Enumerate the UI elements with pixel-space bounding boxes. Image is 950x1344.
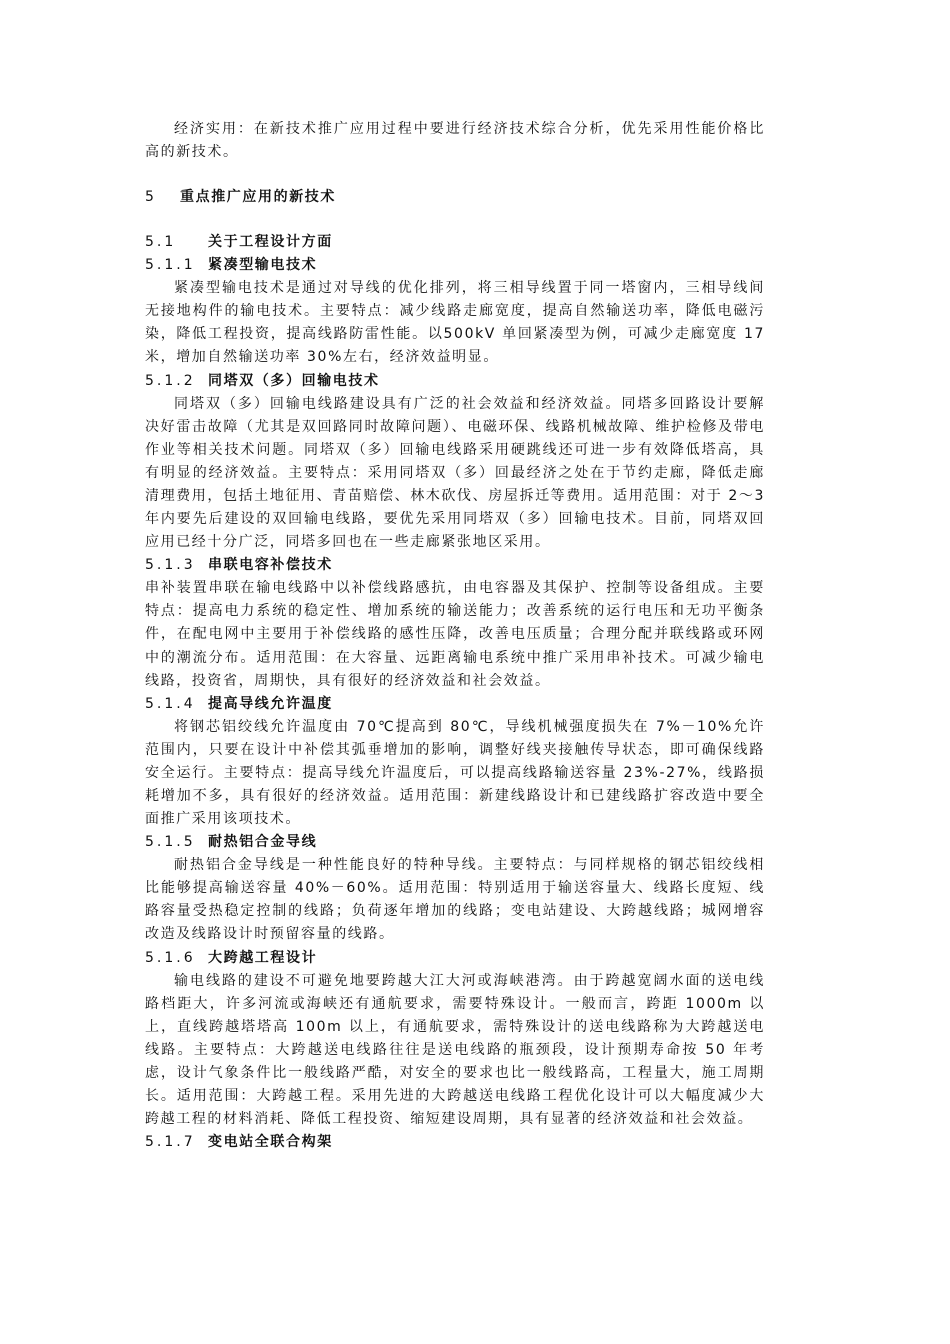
subsection-heading (145, 554, 765, 577)
subsection (145, 254, 765, 369)
subsection (145, 947, 765, 1132)
subsection (145, 554, 765, 692)
subsection-title: 串联电容补偿技术 (208, 557, 333, 574)
subsection-body: 将钢芯铝绞线允许温度由 70℃提高到 80℃，导线机械强度损失在 7%－10%允许范围内，只要在设计中补偿其弧垂增加的影响，调整好线夹接触传导状态，即可确保线路安全运行。主要特点：提高导线允许温度后，可以提高线路输送容量 23%-27%，线路损耗增加不多，具有很好的经济效益。适用范围：新建线路设计和已建线路扩容改造中要全面推广采用该项技术。 (145, 718, 765, 828)
spacer (145, 209, 765, 231)
document-page (145, 118, 765, 1154)
subsection-body: 串补装置串联在输电线路中以补偿线路感抗，由电容器及其保护、控制等设备组成。主要特点：提高电力系统的稳定性、增加系统的输送能力；改善系统的运行电压和无功平衡条件，在配电网中主要用于补偿线路的感性压降，改善电压质量；合理分配并联线路或环网中的潮流分布。适用范围：在大容量、远距离输电系统中推广采用串补技术。可减少输电线路，投资省，周期快，具有很好的经济效益和社会效益。 (145, 580, 765, 689)
subsection-number: 5.1.1 (145, 257, 196, 274)
subsection-heading (145, 831, 765, 854)
subsection (145, 693, 765, 831)
subsection-number: 5.1.2 (145, 372, 196, 389)
subsection-heading (145, 1131, 765, 1154)
subsection-list (145, 254, 765, 1154)
section-title: 重点推广应用的新技术 (180, 189, 336, 206)
section-number: 5.1 (145, 234, 177, 251)
subsection-title: 大跨越工程设计 (208, 949, 318, 966)
subsection-heading (145, 947, 765, 970)
subsection-title: 耐热铝合金导线 (208, 834, 318, 851)
subsection-title: 紧凑型输电技术 (208, 257, 318, 274)
subsection-body: 紧凑型输电技术是通过对导线的优化排列，将三相导线置于同一塔窗内，三相导线间无接地构件的输电技术。主要特点：减少线路走廊宽度，提高自然输送功率，降低电磁污染，降低工程投资，提高线路防雷性能。以500kV 单回紧凑型为例，可减少走廊宽度 17 米，增加自然输送功率 30%左右，经济效益明显。 (145, 280, 765, 366)
subsection-body: 耐热铝合金导线是一种性能良好的特种导线。主要特点：与同样规格的钢芯铝绞线相比能够提高输送容量 40%－60%。适用范围：特别适用于输送容量大、线路长度短、线路容量受热稳定控制的线路；负荷逐年增加的线路；变电站建设、大跨越线路；城网增容改造及线路设计时预留容量的线路。 (145, 857, 765, 943)
subsection-heading (145, 693, 765, 716)
subsection-number: 5.1.6 (145, 949, 196, 966)
subsection-heading (145, 370, 765, 393)
subsection (145, 831, 765, 946)
subsection-number: 5.1.4 (145, 695, 196, 712)
subsection-title: 同塔双（多）回输电技术 (208, 372, 380, 389)
subsection-title: 提高导线允许温度 (208, 695, 333, 712)
intro-paragraph: 经济实用：在新技术推广应用过程中要进行经济技术综合分析，优先采用性能价格比高的新技术。 (145, 121, 765, 161)
subsection-heading (145, 254, 765, 277)
subsection-body: 输电线路的建设不可避免地要跨越大江大河或海峡港湾。由于跨越宽阔水面的送电线路档距大，许多河流或海峡还有通航要求，需要特殊设计。一般而言，跨距 1000m 以上，直线跨越塔塔高 100m 以上，有通航要求，需特殊设计的送电线路称为大跨越送电线路。主要特点：大跨越送电线路往往是送电线路的瓶颈段，设计预期寿命按 50 年考虑，设计气象条件比一般线路严酷，对安全的要求也比一般线路高，工程量大，施工周期长。适用范围：大跨越工程。采用先进的大跨越送电线路工程优化设计可以大幅度减少大跨越工程的材料消耗、降低工程投资、缩短建设周期，具有显著的经济效益和社会效益。 (145, 972, 765, 1128)
subsection-number: 5.1.3 (145, 557, 196, 574)
section-title: 关于工程设计方面 (208, 234, 333, 251)
section-number: 5 (145, 189, 156, 206)
subsection-number: 5.1.5 (145, 834, 196, 851)
subsection (145, 1131, 765, 1154)
section-5-1-heading (145, 231, 765, 254)
subsection-number: 5.1.7 (145, 1134, 196, 1151)
spacer (145, 164, 765, 186)
subsection-title: 变电站全联合构架 (208, 1134, 333, 1151)
subsection-body: 同塔双（多）回输电线路建设具有广泛的社会效益和经济效益。同塔多回路设计要解决好雷击故障（尤其是双回路同时故障问题）、电磁环保、线路机械故障、维护检修及带电作业等相关技术问题。同塔双（多）回输电线路采用硬跳线还可进一步有效降低塔高，具有明显的经济效益。主要特点：采用同塔双（多）回最经济之处在于节约走廊，降低走廊清理费用，包括土地征用、青苗赔偿、林木砍伐、房屋拆迁等费用。适用范围：对于 2～3 年内要先后建设的双回输电线路，要优先采用同塔双（多）回输电技术。目前，同塔双回应用已经十分广泛，同塔多回也在一些走廊紧张地区采用。 (145, 395, 765, 551)
section-5-heading (145, 186, 765, 209)
subsection (145, 370, 765, 555)
